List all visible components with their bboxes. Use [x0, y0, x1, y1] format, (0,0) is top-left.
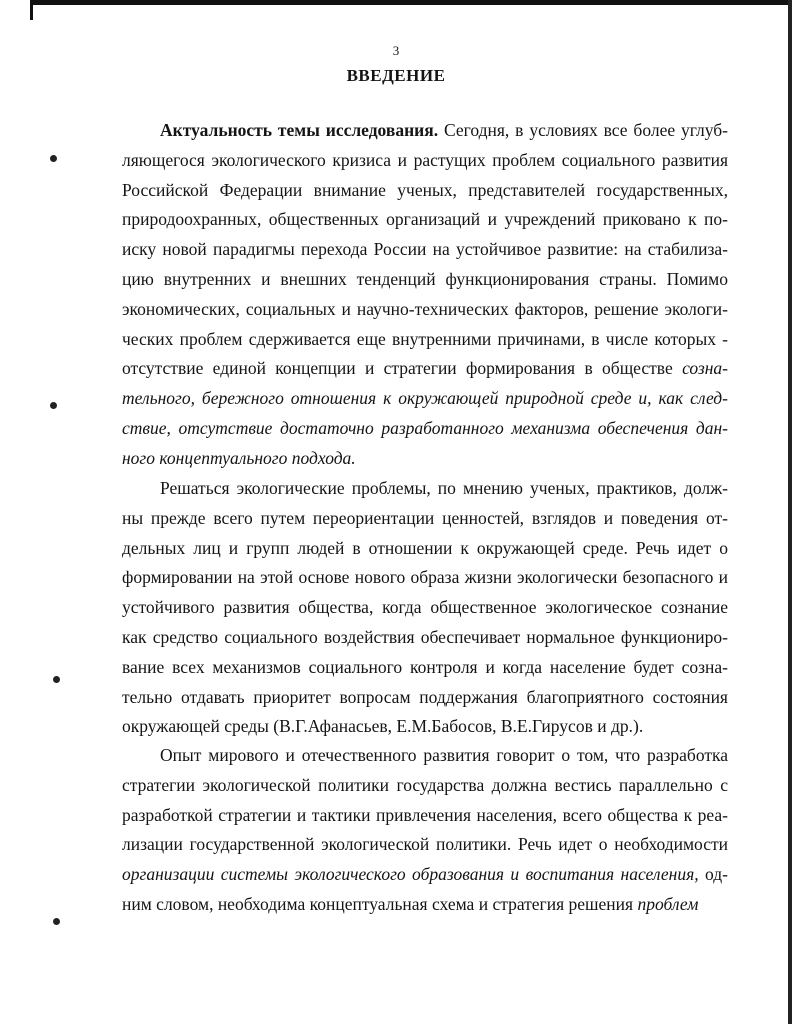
paragraph-3 — [122, 741, 728, 920]
text-line — [122, 712, 728, 742]
text-line — [122, 205, 728, 235]
italic-text: тельного, бережного отношения к окружающей природной среде и, как след- — [122, 388, 728, 409]
text-segment: природоохранных, общественных организаций и учреждений приковано к по- — [122, 209, 728, 230]
scan-border-top — [30, 0, 792, 5]
text-segment: окружающей среды (В.Г.Афанасьев, Е.М.Бабосов, В.Е.Гирусов и др.). — [122, 716, 644, 737]
text-line — [122, 860, 728, 890]
text-line — [122, 235, 728, 265]
punch-hole-mark — [53, 676, 60, 683]
text-segment: ческих проблем сдерживается еще внутренними причинами, в числе которых - — [122, 328, 728, 349]
text-line — [122, 176, 728, 206]
text-segment: тельно отдавать приоритет вопросам поддержания благоприятного состояния — [122, 686, 728, 707]
text-line — [122, 593, 728, 623]
text-line — [122, 146, 728, 176]
paragraph-1 — [122, 116, 728, 474]
bold-text: Актуальность темы исследования. — [160, 120, 439, 140]
page-number: 3 — [392, 43, 400, 58]
text-segment: ны прежде всего путем переориентации ценностей, взглядов и поведения от- — [122, 507, 728, 528]
scan-border-left — [30, 0, 33, 20]
text-segment: ним словом, необходима концептуальная схема и стратегия решения — [122, 893, 638, 914]
text-line — [122, 534, 728, 564]
punch-hole-mark — [53, 918, 60, 925]
text-segment: формировании на этой основе нового образа жизни экологически безопасного и — [122, 567, 728, 588]
text-segment: разработкой стратегии и тактики привлечения населения, всего общества к реа- — [122, 804, 728, 825]
text-line — [122, 830, 728, 860]
text-segment: цию внутренних и внешних тенденций функционирования страны. Помимо — [122, 268, 728, 289]
italic-text: ствие, отсутствие достаточно разработанного механизма обеспечения дан- — [122, 417, 728, 438]
text-line — [122, 354, 728, 384]
text-segment: Решаться экологические проблемы, по мнению ученых, практиков, долж- — [160, 478, 728, 498]
text-segment: вание всех механизмов социального контроля и когда население будет созна- — [122, 656, 728, 677]
scan-border-right — [788, 0, 792, 1024]
text-segment: экономических, социальных и научно-технических факторов, решение экологи- — [122, 298, 728, 319]
text-line — [122, 295, 728, 325]
text-line — [122, 683, 728, 713]
text-line — [122, 741, 728, 771]
text-line — [122, 801, 728, 831]
text-line — [122, 890, 728, 920]
text-segment: ляющегося экологического кризиса и растущих проблем социального развития — [122, 149, 728, 170]
text-segment: Опыт мирового и отечественного развития говорит о том, что разработка — [160, 745, 728, 765]
text-segment: од- — [698, 864, 728, 885]
text-segment: иску новой парадигмы перехода России на устойчивое развитие: на стабилиза- — [122, 239, 728, 260]
punch-hole-mark — [50, 155, 57, 162]
punch-hole-mark — [50, 402, 57, 409]
italic-text: ного концептуального подхода. — [122, 447, 356, 468]
text-line — [122, 325, 728, 355]
italic-text: созна- — [682, 358, 728, 379]
text-line — [122, 384, 728, 414]
text-line — [122, 265, 728, 295]
text-segment: Сегодня, в условиях все более углуб- — [438, 120, 729, 140]
text-line — [122, 623, 728, 653]
italic-text: организации системы экологического образования и воспитания населения, — [122, 864, 699, 885]
page-title: ВВЕДЕНИЕ — [346, 66, 446, 85]
text-segment: дельных лиц и групп людей в отношении к окружающей среде. Речь идет о — [122, 537, 728, 558]
text-segment: лизации государственной экологической политики. Речь идет о необходимости — [122, 834, 728, 855]
text-segment: устойчивого развития общества, когда общественное экологическое сознание — [122, 597, 728, 618]
text-segment: как средство социального воздействия обеспечивает нормальное функциониро- — [122, 626, 728, 647]
text-line — [122, 504, 728, 534]
text-line — [122, 414, 728, 444]
text-line — [122, 116, 728, 146]
text-line — [122, 563, 728, 593]
text-line — [122, 653, 728, 683]
text-line — [122, 771, 728, 801]
text-segment: отсутствие единой концепции и стратегии формирования в обществе — [122, 358, 683, 379]
text-segment: Российской Федерации внимание ученых, представителей государственных, — [122, 179, 728, 200]
text-line — [122, 474, 728, 504]
italic-text: проблем — [637, 893, 699, 914]
paragraph-2 — [122, 474, 728, 742]
text-line — [122, 444, 728, 474]
text-segment: стратегии экологической политики государства должна вестись параллельно с — [122, 774, 728, 795]
